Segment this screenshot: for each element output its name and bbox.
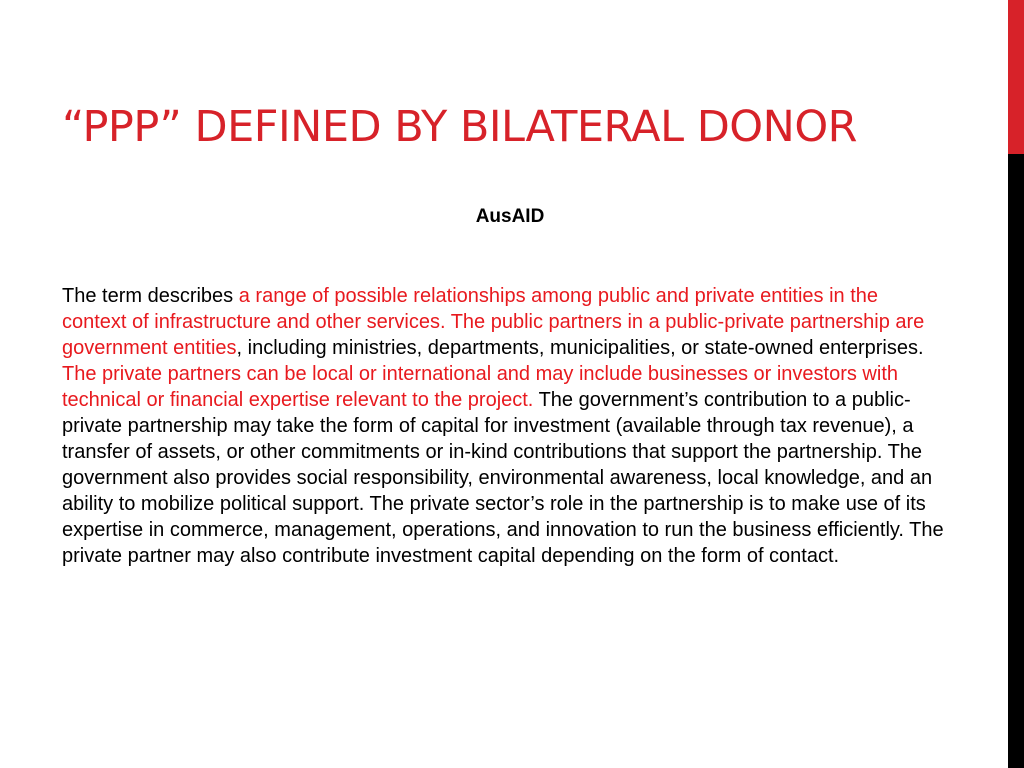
paragraph-segment: , including ministries, departments, municipalities, or state-owned enterprises. <box>236 337 924 359</box>
highlighted-segment: a range of possible relationships among public and private entities in the context of infrastructure and other services. The public partners in a public-private partnership are government entities <box>62 285 925 359</box>
paragraph-segment: The government’s contribution to a public-private partnership may take the form of capital for investment (available through tax revenue), a transfer of assets, or other commitments or in-kind contributions that support the partnership. The government also provides social responsibility, environmental awareness, local knowledge, and an ability to mobilize political support. The private sector’s role in the partnership is to make use of its expertise in commerce, management, operations, and innovation to run the business efficiently. The private partner may also contribute investment capital depending on the form of contact. <box>62 389 944 567</box>
slide-title: “PPP” DEFINED BY BILATERAL DONOR <box>62 102 858 152</box>
accent-bar-red <box>1008 0 1024 154</box>
highlighted-segment: The private partners can be local or international and may include businesses or investors with technical or financial expertise relevant to the project. <box>62 363 898 411</box>
slide-subtitle: AusAID <box>475 206 545 227</box>
paragraph-segment: The term describes <box>62 285 239 307</box>
body-paragraph <box>62 283 946 569</box>
accent-bar-black <box>1008 154 1024 768</box>
